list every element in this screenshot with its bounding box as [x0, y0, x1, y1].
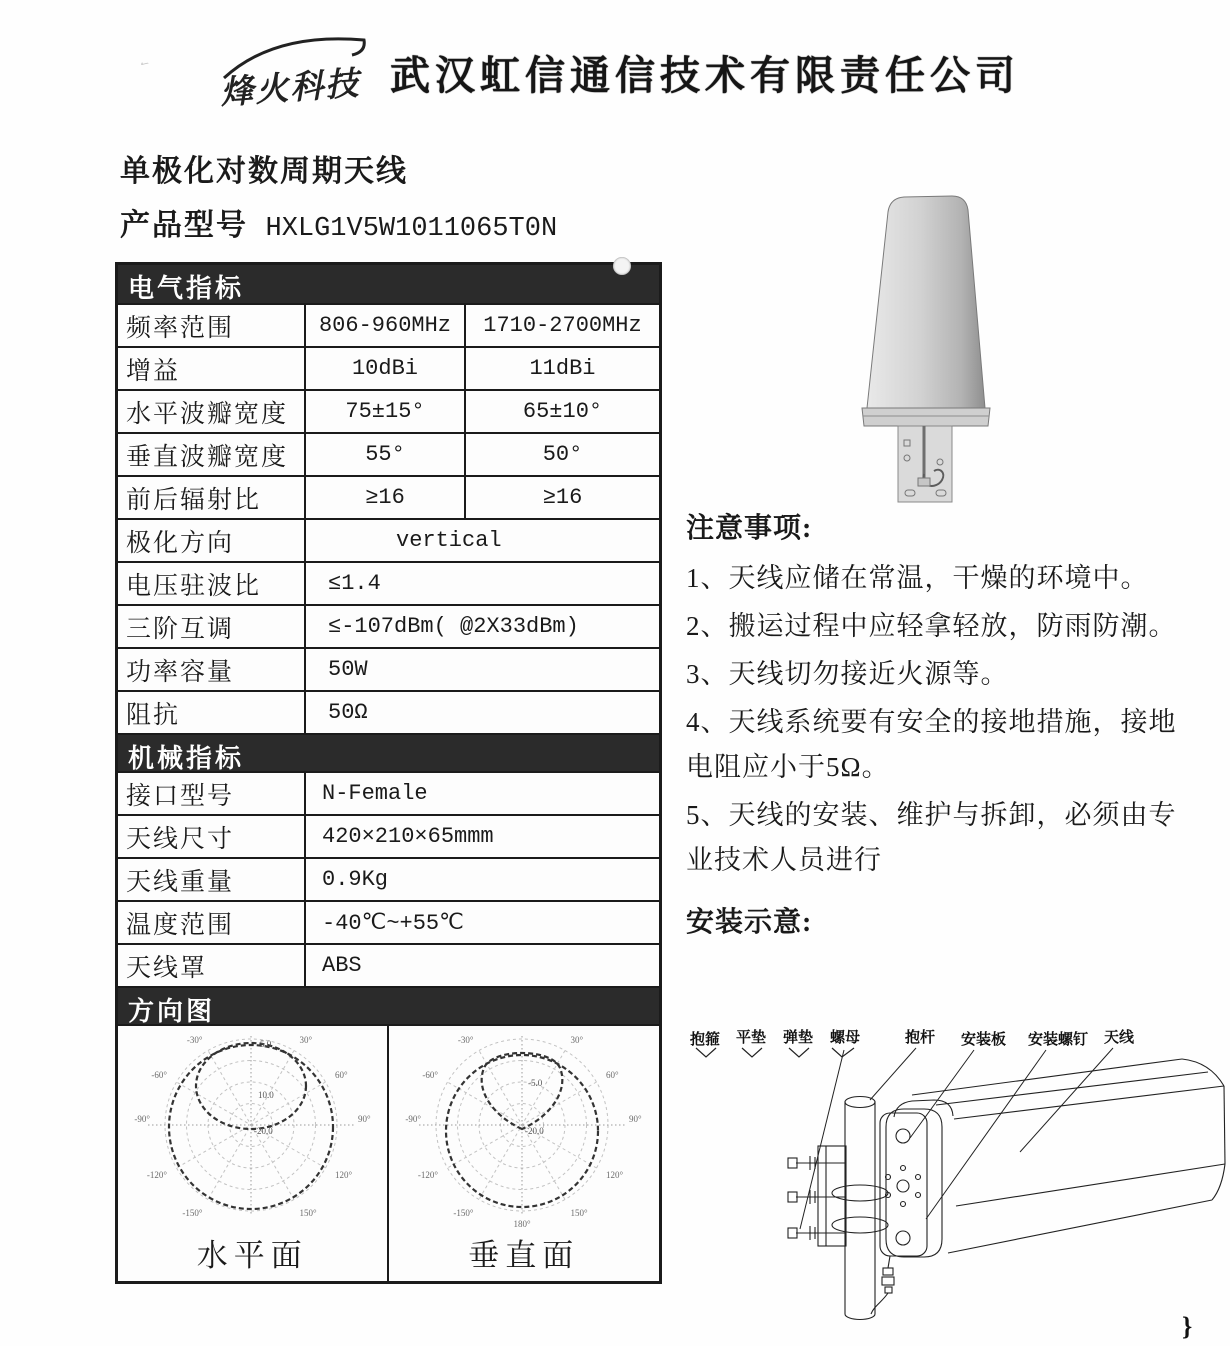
- spec-label: 天线尺寸: [118, 816, 306, 857]
- angle-label: -120°: [417, 1170, 438, 1180]
- spec-value: -40℃~+55℃: [322, 910, 464, 936]
- angle-label: -30°: [457, 1035, 473, 1045]
- spec-value: vertical: [396, 528, 502, 553]
- spec-label: 增益: [118, 348, 306, 389]
- section-header-label: 机械指标: [128, 743, 245, 773]
- company-logo: [214, 28, 384, 112]
- angle-label: -60°: [151, 1070, 167, 1080]
- spec-label: 频率范围: [118, 305, 306, 346]
- part-label-spring-washer: 弹垫: [783, 1030, 814, 1046]
- install-drawing: [672, 1016, 1230, 1346]
- angle-label: -120°: [146, 1170, 167, 1180]
- angle-label: -90°: [404, 1114, 421, 1124]
- note-item: 5、天线的安装、维护与拆卸，必须由专业技术人员进行: [686, 800, 1177, 875]
- angle-label: 30°: [570, 1035, 583, 1045]
- spec-label: 功率容量: [118, 649, 306, 690]
- note-item: 4、天线系统要有安全的接地措施，接地电阻应小于5Ω。: [686, 707, 1177, 782]
- table-row: [118, 814, 659, 857]
- table-row: [118, 604, 659, 647]
- note-item: 2、搬运过程中应轻拿轻放，防雨防潮。: [686, 611, 1177, 641]
- angle-label: 120°: [605, 1170, 623, 1180]
- spec-value: 55°: [306, 434, 466, 475]
- spec-label: 前后辐射比: [118, 477, 306, 518]
- table-row: [118, 389, 659, 432]
- spec-label: 阻抗: [118, 692, 306, 733]
- scale-label: -5.0: [527, 1078, 542, 1088]
- polar-plot-horizontal: [118, 1026, 389, 1281]
- plot-caption: 水平面: [196, 1238, 308, 1273]
- spec-label: 水平波瓣宽度: [118, 391, 306, 432]
- install-diagram: [672, 1016, 1230, 1346]
- note-item: 1、天线应储在常温，干燥的环境中。: [686, 563, 1149, 593]
- spec-label: 天线罩: [118, 945, 306, 986]
- table-row: [118, 561, 659, 604]
- scan-artifact-dot: [613, 257, 631, 275]
- logo-text: 烽火科技: [219, 66, 362, 112]
- spec-label: 天线重量: [118, 859, 306, 900]
- part-label-clamp: 抱箍: [690, 1032, 721, 1048]
- notes-section: [686, 506, 1178, 886]
- spec-label: 三阶互调: [118, 606, 306, 647]
- scan-speck: ✓: [136, 56, 152, 73]
- table-row: [118, 518, 659, 561]
- spec-value: 10dBi: [306, 348, 466, 389]
- spec-value: 65±10°: [522, 399, 603, 424]
- spec-value: 75±15°: [306, 391, 466, 432]
- section-header-electrical: [118, 265, 659, 303]
- spec-value: 11dBi: [529, 356, 596, 381]
- angle-label: -150°: [182, 1208, 203, 1218]
- spec-value: ≤-107dBm( @2X33dBm): [328, 614, 579, 639]
- product-model-line: [120, 200, 557, 244]
- antenna-body: [912, 1059, 1225, 1253]
- label-chevrons: [696, 1048, 854, 1057]
- polar-plot-vertical: [389, 1026, 660, 1281]
- clamp-bolts: [788, 1156, 845, 1240]
- spec-value: ≥16: [542, 485, 583, 510]
- spec-label: 接口型号: [118, 773, 306, 814]
- polar-chart-vertical: [389, 1026, 658, 1231]
- product-title: 单极化对数周期天线: [120, 155, 408, 188]
- part-label-mount-plate: 安装板: [961, 1032, 1007, 1048]
- section-header-label: 方向图: [128, 996, 216, 1026]
- spec-table: [115, 262, 662, 1284]
- spec-value: 50°: [542, 442, 583, 467]
- leader-lines: [800, 1048, 1113, 1229]
- table-row: [118, 900, 659, 943]
- scale-label: -20.0: [254, 1126, 273, 1136]
- section-header-label: 电气指标: [128, 273, 245, 303]
- scan-corner-mark: }: [1182, 1312, 1193, 1341]
- spec-value: 50Ω: [328, 700, 368, 725]
- spec-value: 50W: [328, 657, 368, 682]
- install-title: 安装示意:: [686, 907, 813, 938]
- spec-label: 极化方向: [118, 520, 306, 561]
- angle-label: -150°: [452, 1208, 473, 1218]
- part-label-flat-washer: 平垫: [736, 1030, 767, 1046]
- angle-label: -90°: [134, 1114, 150, 1124]
- table-row: [118, 475, 659, 518]
- angle-label: -30°: [186, 1035, 203, 1045]
- part-label-mount-screws: 安装螺钉: [1028, 1032, 1089, 1048]
- table-row: [118, 432, 659, 475]
- scale-label: -5.0: [257, 1039, 272, 1049]
- spec-label: 垂直波瓣宽度: [118, 434, 306, 475]
- company-name: 武汉虹信通信技术有限责任公司: [390, 54, 1020, 98]
- spec-value: 1710-2700MHz: [483, 313, 642, 338]
- angle-label: 180°: [512, 1219, 531, 1229]
- spec-value: ABS: [322, 953, 362, 978]
- product-model-value: HXLG1V5W1011065T0N: [265, 214, 558, 244]
- angle-label: 150°: [299, 1208, 317, 1218]
- angle-label: 30°: [299, 1035, 313, 1045]
- antenna-product-figure: [828, 182, 1093, 517]
- note-item: 3、天线切勿接近火源等。: [686, 659, 1009, 689]
- notes-title: 注意事项:: [686, 513, 813, 544]
- spec-label: 电压驻波比: [118, 563, 306, 604]
- spec-label: 温度范围: [118, 902, 306, 943]
- spec-value: 420×210×65mmm: [322, 824, 494, 849]
- part-label-pole: 抱杆: [905, 1030, 936, 1046]
- spec-value: ≤1.4: [328, 571, 381, 596]
- spec-value: 806-960MHz: [306, 305, 466, 346]
- scale-label: -20.0: [524, 1126, 544, 1136]
- angle-label: 60°: [605, 1070, 619, 1080]
- product-model-label: 产品型号: [120, 209, 248, 242]
- table-row: [118, 346, 659, 389]
- part-label-antenna: 天线: [1104, 1030, 1135, 1046]
- mounting-plate: [880, 1113, 927, 1256]
- angle-label: -60°: [421, 1070, 438, 1080]
- polar-chart-horizontal: [118, 1026, 387, 1231]
- angle-label: 60°: [335, 1070, 348, 1080]
- scale-label: 10.0: [258, 1090, 274, 1100]
- plot-caption: 垂直面: [468, 1238, 580, 1273]
- table-row: [118, 857, 659, 900]
- spec-value: 0.9Kg: [322, 867, 389, 892]
- table-row: [118, 303, 659, 346]
- angle-label: 120°: [335, 1170, 353, 1180]
- pole-top: [845, 1097, 875, 1108]
- antenna-end-cap: [886, 1109, 942, 1257]
- table-row: [118, 690, 659, 733]
- table-row: [118, 647, 659, 690]
- table-row: [118, 771, 659, 814]
- spec-value: ≥16: [306, 477, 466, 518]
- angle-label: 90°: [628, 1114, 642, 1124]
- section-header-mechanical: [118, 733, 659, 771]
- antenna-drawing: [828, 182, 1093, 512]
- angle-label: 150°: [570, 1208, 588, 1218]
- pattern-plots: [118, 1024, 659, 1281]
- section-header-patterns: [118, 986, 659, 1024]
- spec-value: N-Female: [322, 781, 428, 806]
- angle-label: 90°: [358, 1114, 371, 1124]
- table-row: [118, 943, 659, 986]
- part-label-nut: 螺母: [830, 1030, 861, 1046]
